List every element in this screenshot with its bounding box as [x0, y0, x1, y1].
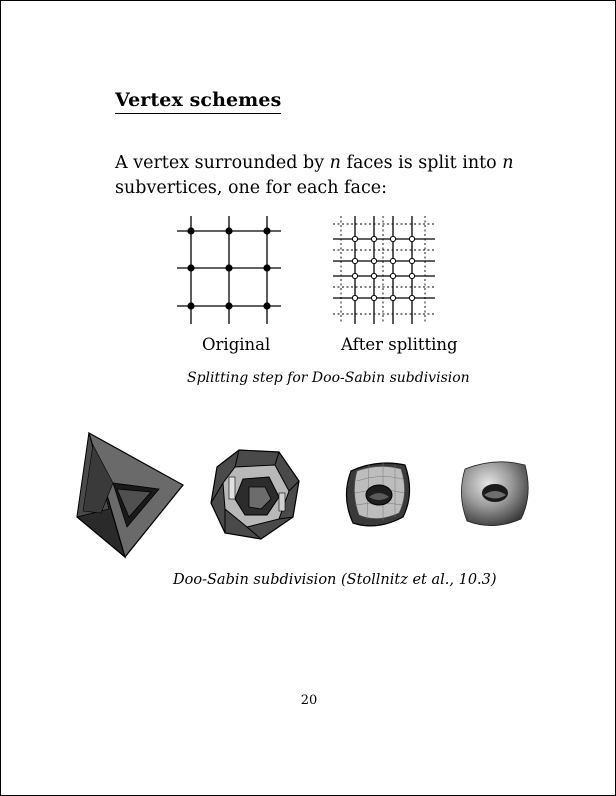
intro-paragraph [115, 151, 515, 201]
intro-text-c: subvertices, one for each face: [115, 178, 388, 198]
faceted-mesh-image [209, 447, 301, 541]
smooth-mesh-image [341, 457, 415, 531]
original-grid-figure [177, 216, 281, 324]
splitting-step-caption: Splitting step for Doo-Sabin subdivision [187, 370, 470, 386]
split-grid-figure [333, 216, 435, 324]
doo-sabin-caption: Doo-Sabin subdivision (Stollnitz et al., 10.3) [173, 572, 497, 588]
intro-n1: n [329, 153, 341, 173]
intro-text-b: faces is split into [340, 153, 503, 173]
intro-text-a: A vertex surrounded by [115, 153, 330, 173]
page-title: Vertex schemes [115, 89, 281, 114]
smooth-torus-image [457, 455, 533, 531]
after-splitting-label: After splitting [341, 335, 458, 354]
page-number: 20 [300, 693, 318, 708]
original-label: Original [202, 335, 271, 354]
tetrahedron-mesh-image [73, 429, 185, 561]
intro-n2: n [502, 153, 514, 173]
